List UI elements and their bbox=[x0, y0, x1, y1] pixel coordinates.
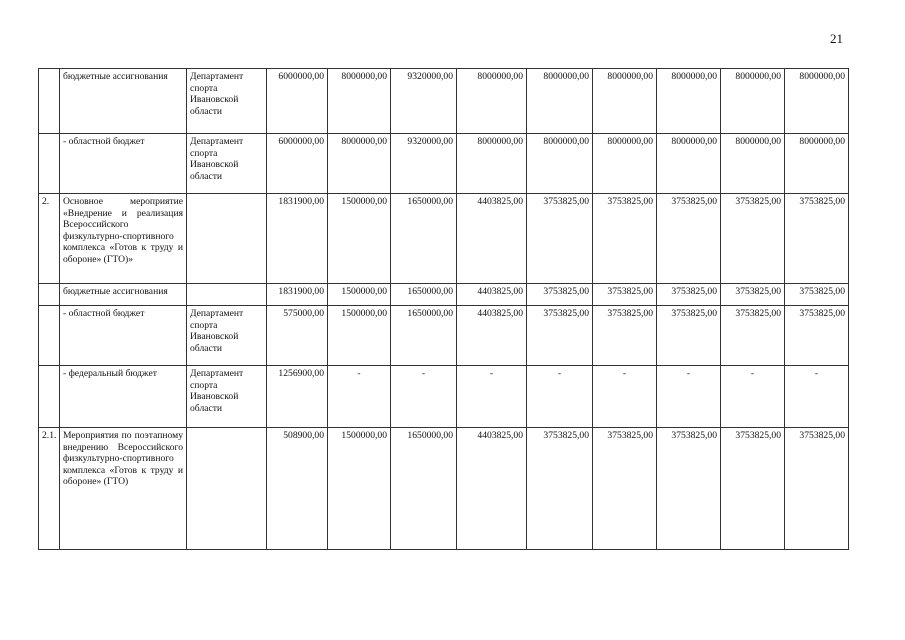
amount-cell: 6000000,00 bbox=[267, 69, 328, 134]
responsible-cell bbox=[187, 194, 267, 284]
amount-cell: 9320000,00 bbox=[391, 134, 457, 194]
responsible-cell bbox=[187, 284, 267, 306]
amount-cell: - bbox=[457, 366, 527, 428]
amount-cell: 3753825,00 bbox=[785, 428, 849, 550]
amount-cell: 3753825,00 bbox=[657, 194, 721, 284]
amount-cell: 3753825,00 bbox=[721, 284, 785, 306]
responsible-cell: Департамент спорта Ивановской области bbox=[187, 69, 267, 134]
amount-cell: 3753825,00 bbox=[721, 428, 785, 550]
amount-cell: 6000000,00 bbox=[267, 134, 328, 194]
amount-cell: 8000000,00 bbox=[527, 69, 593, 134]
amount-cell: 8000000,00 bbox=[593, 134, 657, 194]
amount-cell: 575000,00 bbox=[267, 306, 328, 366]
amount-cell: 8000000,00 bbox=[657, 69, 721, 134]
responsible-cell: Департамент спорта Ивановской области bbox=[187, 134, 267, 194]
amount-cell: 4403825,00 bbox=[457, 428, 527, 550]
amount-cell: 3753825,00 bbox=[527, 284, 593, 306]
amount-cell: 508900,00 bbox=[267, 428, 328, 550]
amount-cell: - bbox=[785, 366, 849, 428]
amount-cell: 3753825,00 bbox=[721, 194, 785, 284]
amount-cell: 1831900,00 bbox=[267, 194, 328, 284]
amount-cell: 1650000,00 bbox=[391, 306, 457, 366]
amount-cell: 1650000,00 bbox=[391, 194, 457, 284]
table-row bbox=[39, 306, 849, 366]
amount-cell: 1500000,00 bbox=[328, 428, 391, 550]
amount-cell: 3753825,00 bbox=[593, 428, 657, 550]
amount-cell: 8000000,00 bbox=[785, 69, 849, 134]
measure-name-cell: Основное мероприятие «Внедрение и реализация Всероссийского физкультурно-спортивного комплекса «Готов к труду и обороне» (ГТО)» bbox=[60, 194, 187, 284]
measure-name-cell: - областной бюджет bbox=[60, 134, 187, 194]
table-row bbox=[39, 69, 849, 134]
responsible-cell: Департамент спорта Ивановской области bbox=[187, 366, 267, 428]
page-number: 21 bbox=[830, 31, 843, 46]
amount-cell: 8000000,00 bbox=[721, 69, 785, 134]
row-number-cell bbox=[39, 134, 60, 194]
amount-cell: 1256900,00 bbox=[267, 366, 328, 428]
measure-name-cell: Мероприятия по поэтапному внедрению Всероссийского физкультурно-спортивного комплекса «Готов к труду и обороне» (ГТО) bbox=[60, 428, 187, 550]
amount-cell: 3753825,00 bbox=[785, 306, 849, 366]
amount-cell: 4403825,00 bbox=[457, 284, 527, 306]
amount-cell: 4403825,00 bbox=[457, 306, 527, 366]
amount-cell: 8000000,00 bbox=[328, 134, 391, 194]
amount-cell: - bbox=[328, 366, 391, 428]
amount-cell: 8000000,00 bbox=[328, 69, 391, 134]
row-number-cell bbox=[39, 366, 60, 428]
amount-cell: 3753825,00 bbox=[593, 194, 657, 284]
amount-cell: 1500000,00 bbox=[328, 306, 391, 366]
amount-cell: 3753825,00 bbox=[785, 284, 849, 306]
budget-table bbox=[38, 68, 849, 550]
amount-cell: 8000000,00 bbox=[457, 134, 527, 194]
amount-cell: 3753825,00 bbox=[657, 428, 721, 550]
amount-cell: 8000000,00 bbox=[785, 134, 849, 194]
amount-cell: 8000000,00 bbox=[721, 134, 785, 194]
row-number-cell bbox=[39, 284, 60, 306]
responsible-cell: Департамент спорта Ивановской области bbox=[187, 306, 267, 366]
amount-cell: 1650000,00 bbox=[391, 428, 457, 550]
amount-cell: 8000000,00 bbox=[657, 134, 721, 194]
amount-cell: 8000000,00 bbox=[527, 134, 593, 194]
amount-cell: 1831900,00 bbox=[267, 284, 328, 306]
row-number-cell bbox=[39, 69, 60, 134]
amount-cell: 1500000,00 bbox=[328, 194, 391, 284]
row-number-cell: 2. bbox=[39, 194, 60, 284]
amount-cell: 3753825,00 bbox=[657, 306, 721, 366]
responsible-cell bbox=[187, 428, 267, 550]
table-row bbox=[39, 134, 849, 194]
measure-name-cell: бюджетные ассигнования bbox=[60, 284, 187, 306]
amount-cell: 3753825,00 bbox=[527, 194, 593, 284]
amount-cell: 3753825,00 bbox=[593, 284, 657, 306]
amount-cell: 8000000,00 bbox=[593, 69, 657, 134]
table-row bbox=[39, 428, 849, 550]
table-row bbox=[39, 194, 849, 284]
table-row bbox=[39, 366, 849, 428]
row-number-cell: 2.1. bbox=[39, 428, 60, 550]
amount-cell: 1650000,00 bbox=[391, 284, 457, 306]
amount-cell: - bbox=[527, 366, 593, 428]
amount-cell: - bbox=[657, 366, 721, 428]
table-row bbox=[39, 284, 849, 306]
amount-cell: 3753825,00 bbox=[527, 428, 593, 550]
amount-cell: - bbox=[593, 366, 657, 428]
row-number-cell bbox=[39, 306, 60, 366]
amount-cell: - bbox=[721, 366, 785, 428]
amount-cell: 9320000,00 bbox=[391, 69, 457, 134]
amount-cell: - bbox=[391, 366, 457, 428]
amount-cell: 3753825,00 bbox=[785, 194, 849, 284]
amount-cell: 8000000,00 bbox=[457, 69, 527, 134]
amount-cell: 1500000,00 bbox=[328, 284, 391, 306]
amount-cell: 3753825,00 bbox=[657, 284, 721, 306]
amount-cell: 3753825,00 bbox=[593, 306, 657, 366]
measure-name-cell: бюджетные ассигнования bbox=[60, 69, 187, 134]
amount-cell: 3753825,00 bbox=[721, 306, 785, 366]
measure-name-cell: - областной бюджет bbox=[60, 306, 187, 366]
amount-cell: 4403825,00 bbox=[457, 194, 527, 284]
measure-name-cell: - федеральный бюджет bbox=[60, 366, 187, 428]
amount-cell: 3753825,00 bbox=[527, 306, 593, 366]
table-body bbox=[39, 69, 849, 550]
